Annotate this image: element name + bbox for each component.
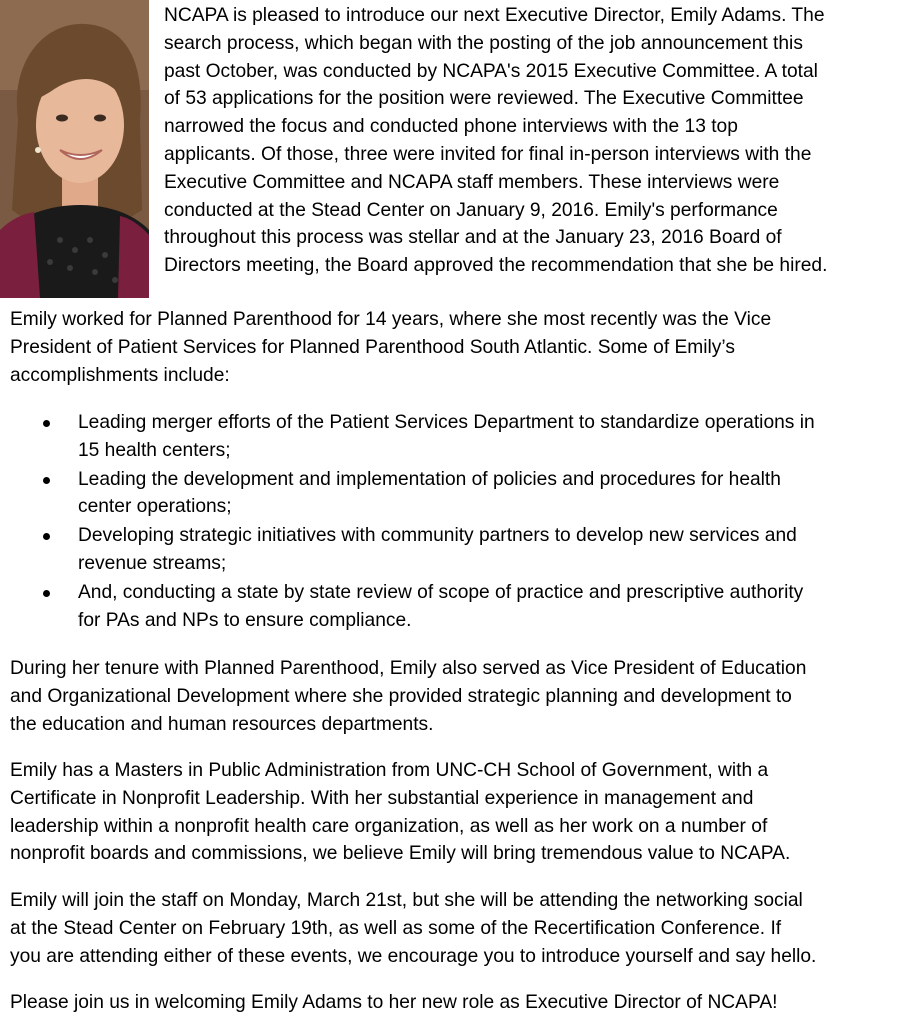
list-item: [10, 466, 900, 522]
list-item-text: Leading the development and implementation of policies and procedures for health center operations;: [78, 468, 781, 518]
bullet-icon: [43, 420, 50, 427]
list-item: [10, 409, 900, 465]
paragraph-experience: Emily worked for Planned Parenthood for 14 years, where she most recently was the Vice President of Patient Services for Planned Parenthood South Atlantic. Some of Emily’s accomplishments include:: [10, 309, 772, 386]
bullet-icon: [43, 477, 50, 484]
portrait-photo: [0, 0, 149, 298]
list-item-text: And, conducting a state by state review of scope of practice and prescriptive authority for PAs and NPs to ensure compliance.: [78, 581, 804, 631]
paragraph-closing: Please join us in welcoming Emily Adams to her new role as Executive Director of NCAPA!: [10, 992, 778, 1013]
bullet-icon: [43, 590, 50, 597]
list-item-text: Leading merger efforts of the Patient Services Department to standardize operations in 15 health centers;: [78, 412, 815, 461]
bullet-icon: [43, 533, 50, 540]
paragraph-events: Emily will join the staff on Monday, March 21st, but she will be attending the networking social at the Stead Center on February 19th, as well as some of the Recertification Conference. If you are attending either of these events, we encourage you to introduce yourself and say hello.: [10, 890, 817, 967]
intro-paragraph: NCAPA is pleased to introduce our next Executive Director, Emily Adams. The search process, which began with the posting of the job announcement this past October, was conducted by NCAPA's 2015 Executive Committee. A total of 53 applications for the position were reviewed. The Executive Committee narrowed the focus and conducted phone interviews with the 13 top applicants. Of those, three were invited for final in-person interviews with the Executive Committee and NCAPA staff members. These interviews were conducted at the Stead Center on January 9, 2016. Emily's performance throughout this process was stellar and at the January 23, 2016 Board of Directors meeting, the Board approved the recommendation that she be hired.: [164, 5, 828, 277]
list-item: [10, 579, 900, 635]
accomplishments-list: [10, 409, 900, 635]
portrait-illustration: [0, 0, 149, 298]
list-item: [10, 522, 900, 578]
list-item-text: Developing strategic initiatives with community partners to develop new services and revenue streams;: [78, 525, 797, 574]
paragraph-tenure: During her tenure with Planned Parenthood, Emily also served as Vice President of Education and Organizational Development where she provided strategic planning and development to the education and human resources departments.: [10, 658, 807, 735]
paragraph-education: Emily has a Masters in Public Administration from UNC-CH School of Government, with a Certificate in Nonprofit Leadership. With her substantial experience in management and leadership within a nonprofit health care organization, as well as her work on a number of nonprofit boards and commissions, we believe Emily will bring tremendous value to NCAPA.: [10, 760, 791, 865]
